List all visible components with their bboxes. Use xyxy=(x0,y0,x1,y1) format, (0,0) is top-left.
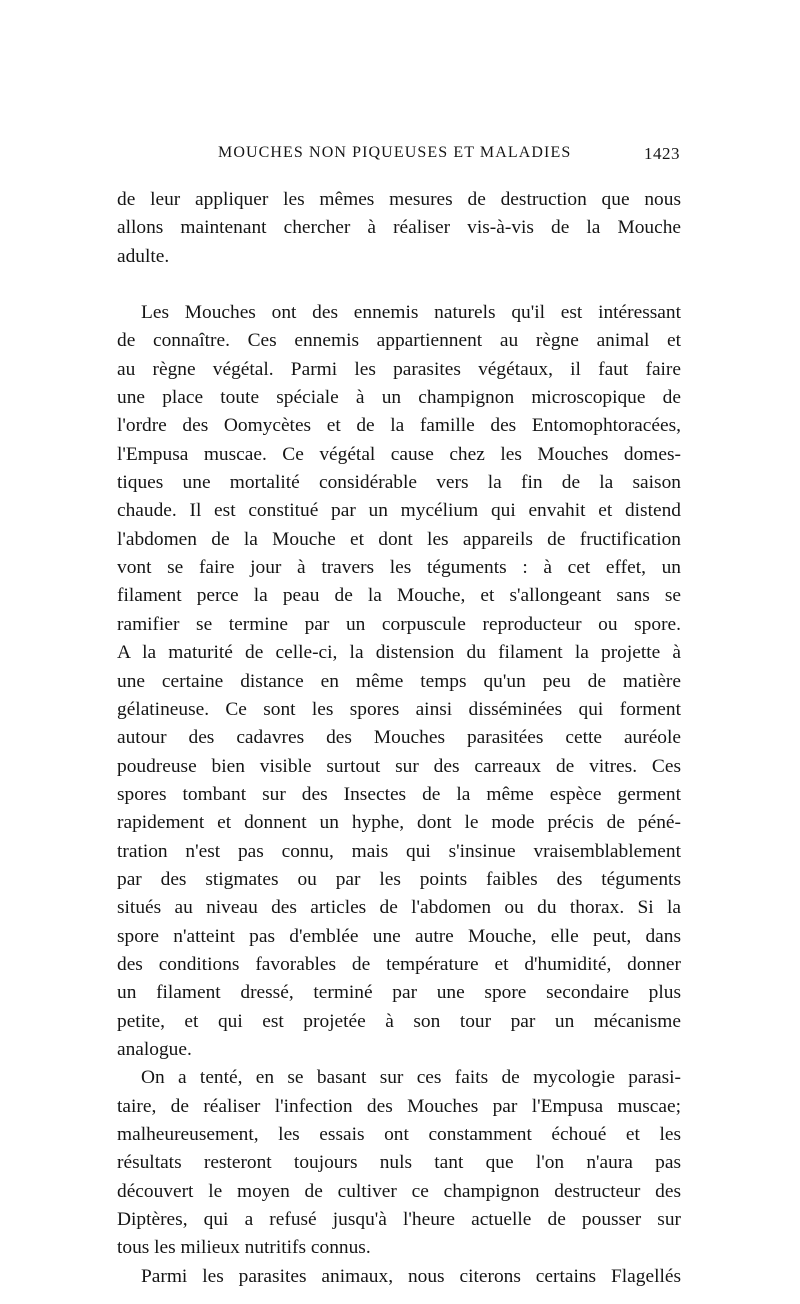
text-line: par des stigmates ou par les points faibles des téguments xyxy=(117,868,681,890)
running-title: MOUCHES NON PIQUEUSES ET MALADIES xyxy=(218,144,572,161)
text-line: situés au niveau des articles de l'abdomen ou du thorax. Si la xyxy=(117,897,681,919)
text-line: l'ordre des Oomycètes et de la famille des Entomophtoracées, xyxy=(117,415,681,437)
text-line: autour des cadavres des Mouches parasitées cette auréole xyxy=(117,727,681,749)
text-line: vont se faire jour à travers les téguments : à cet effet, un xyxy=(117,557,681,579)
text-line: l'Empusa muscae. Ce végétal cause chez les Mouches domes- xyxy=(117,443,681,465)
text-line: spore n'atteint pas d'emblée une autre Mouche, elle peut, dans xyxy=(117,925,681,947)
text-line: de connaître. Ces ennemis appartiennent au règne animal et xyxy=(117,330,681,352)
paragraph-gap xyxy=(117,271,681,299)
text-line: Parmi les parasites animaux, nous citerons certains Flagellés xyxy=(141,1265,681,1287)
text-line: tration n'est pas connu, mais qui s'insinue vraisemblablement xyxy=(117,840,681,862)
text-line: tous les milieux nutritifs connus. xyxy=(117,1237,371,1259)
running-head xyxy=(118,140,680,166)
body-text xyxy=(117,186,681,1291)
text-line: On a tenté, en se basant sur ces faits de mycologie parasi- xyxy=(141,1067,681,1089)
text-line: analogue. xyxy=(117,1038,192,1060)
text-line: taire, de réaliser l'infection des Mouches par l'Empusa muscae; xyxy=(117,1095,681,1117)
text-line: tiques une mortalité considérable vers la fin de la saison xyxy=(117,472,681,494)
text-line: chaude. Il est constitué par un mycélium qui envahit et distend xyxy=(117,500,681,522)
text-line: A la maturité de celle-ci, la distension du filament la projette à xyxy=(117,642,681,664)
text-line: ramifier se termine par un corpuscule reproducteur ou spore. xyxy=(117,613,681,635)
text-line: Les Mouches ont des ennemis naturels qu'il est intéressant xyxy=(141,302,681,324)
text-line: filament perce la peau de la Mouche, et s'allongeant sans se xyxy=(117,585,681,607)
text-line: des conditions favorables de température et d'humidité, donner xyxy=(117,953,681,975)
text-line: une place toute spéciale à un champignon microscopique de xyxy=(117,387,681,409)
text-line: petite, et qui est projetée à son tour par un mécanisme xyxy=(117,1010,681,1032)
text-line: poudreuse bien visible surtout sur des carreaux de vitres. Ces xyxy=(117,755,681,777)
text-line: l'abdomen de la Mouche et dont les appareils de fructification xyxy=(117,528,681,550)
text-line: Diptères, qui a refusé jusqu'à l'heure actuelle de pousser sur xyxy=(117,1209,681,1231)
text-line: au règne végétal. Parmi les parasites végétaux, il faut faire xyxy=(117,358,681,380)
text-line: une certaine distance en même temps qu'un peu de matière xyxy=(117,670,681,692)
text-line: rapidement et donnent un hyphe, dont le mode précis de péné- xyxy=(117,812,681,834)
text-line: malheureusement, les essais ont constamment échoué et les xyxy=(117,1124,681,1145)
text-line: découvert le moyen de cultiver ce champignon destructeur des xyxy=(117,1180,681,1202)
text-line: de leur appliquer les mêmes mesures de destruction que nous xyxy=(117,189,681,210)
text-line: gélatineuse. Ce sont les spores ainsi disséminées qui forment xyxy=(117,698,681,720)
text-line: un filament dressé, terminé par une spore secondaire plus xyxy=(117,982,681,1004)
page-number: 1423 xyxy=(644,144,680,163)
text-line: résultats resteront toujours nuls tant que l'on n'aura pas xyxy=(117,1152,681,1174)
text-line: adulte. xyxy=(117,245,170,267)
text-line: spores tombant sur des Insectes de la même espèce germent xyxy=(117,783,681,805)
text-line: allons maintenant chercher à réaliser vis-à-vis de la Mouche xyxy=(117,217,681,239)
